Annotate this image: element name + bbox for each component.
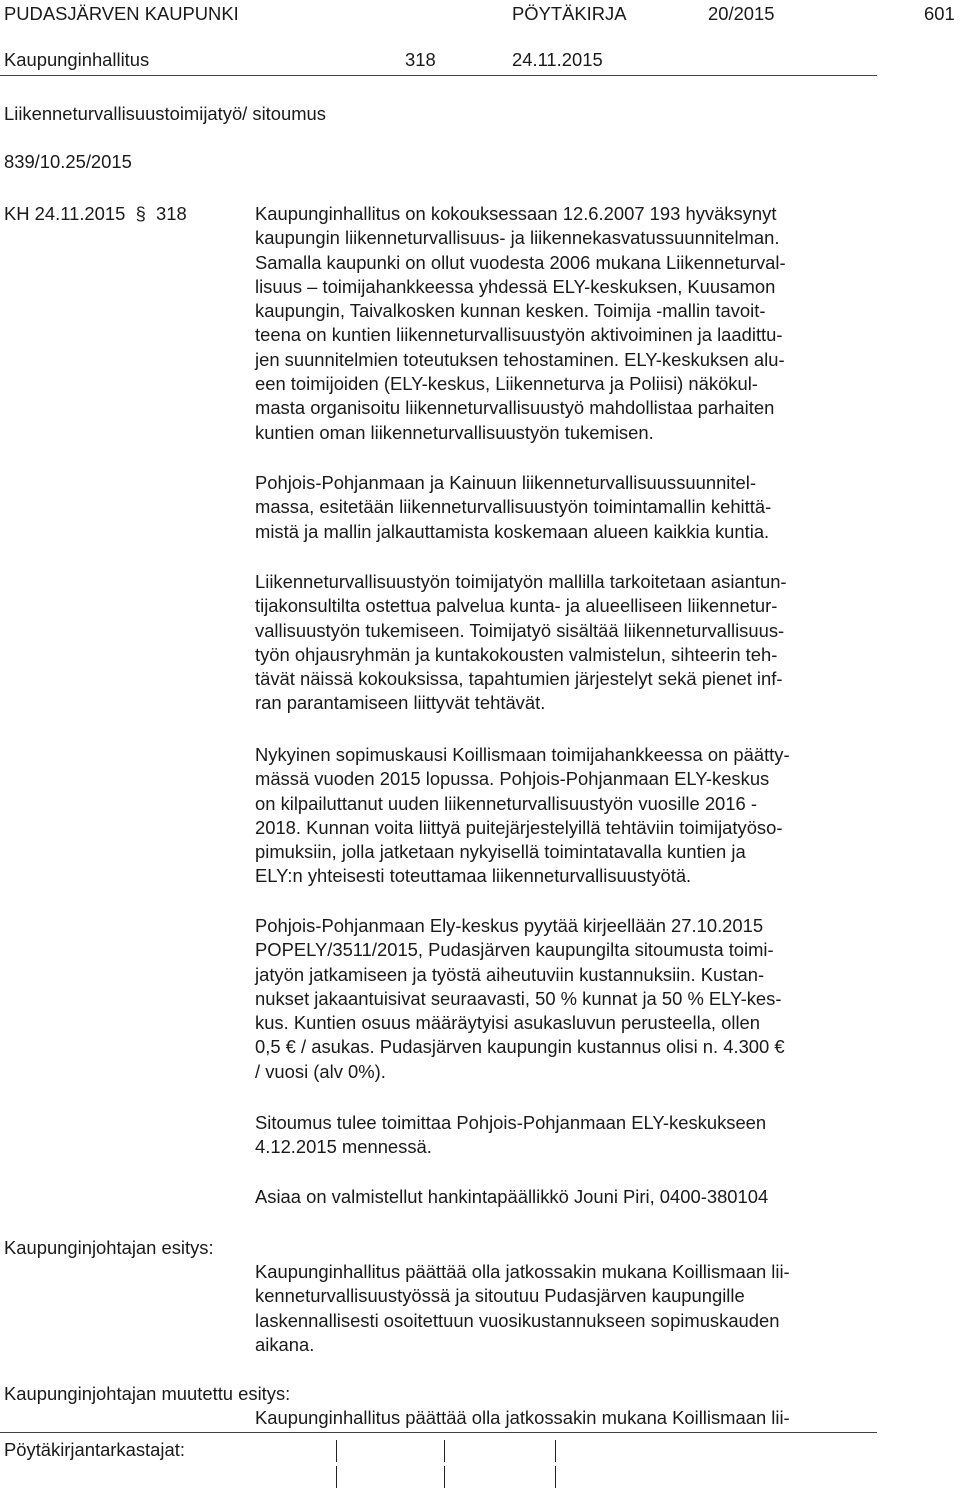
paragraph-line: een toimijoiden (ELY-keskus, Liikenneturva ja Poliisi) näkökul-: [255, 373, 758, 395]
footer-divider: [0, 1432, 877, 1433]
preparer-line: [255, 1185, 875, 1209]
paragraph-line: / vuosi (alv 0%).: [255, 1060, 386, 1082]
paragraph-line: tijakonsultilta ostettua palvelua kunta- ja alueelliseen liikennetur-: [255, 595, 778, 617]
section-number: 318: [405, 49, 436, 70]
paragraph-line: Liikenneturvallisuustyön toimijatyön mallilla tarkoitetaan asiantun-: [255, 571, 787, 592]
signature-field: [555, 1466, 556, 1488]
paragraph-6: [255, 1111, 875, 1160]
paragraph-line: kus. Kuntien osuus määräytyisi asukasluvun perusteella, ollen: [255, 1012, 760, 1034]
diary-number: 839/10.25/2015: [4, 151, 132, 172]
proposal-text: [255, 1260, 875, 1357]
signature-field: [444, 1466, 445, 1488]
paragraph-line: tävät näissä kokouksissa, tapahtumien järjestelyt sekä pienet inf-: [255, 668, 783, 690]
paragraph-line: jatyön jatkamiseen ja työstä aiheutuviin kustannuksiin. Kustan-: [255, 963, 765, 985]
paragraph-2: [255, 471, 875, 544]
item-title: Liikenneturvallisuustoimijatyö/ sitoumus: [4, 103, 326, 124]
paragraph-line: kenneturvallisuustyössä ja sitoutuu Pudasjärven kaupungille: [255, 1285, 745, 1307]
paragraph-1: [255, 202, 875, 445]
paragraph-line: Sitoumus tulee toimittaa Pohjois-Pohjanmaan ELY-keskukseen: [255, 1112, 767, 1133]
paragraph-line: ELY:n yhteisesti toteuttamaa liikenneturvallisuustyötä.: [255, 865, 692, 887]
paragraph-line: POPELY/3511/2015, Pudasjärven kaupungilta sitoumusta toimi-: [255, 939, 774, 961]
paragraph-line: nukset jakaantuisivat seuraavasti, 50 % kunnat ja 50 % ELY-kes-: [255, 987, 782, 1009]
paragraph-line: jen suunnitelmien toteutuksen tehostaminen. ELY-keskuksen alu-: [255, 348, 785, 370]
paragraph-line: kuntien oman liikenneturvallisuustyön tukemisen.: [255, 421, 654, 443]
signature-field: [336, 1466, 337, 1488]
paragraph-line: Kaupunginhallitus on kokouksessaan 12.6.2007 193 hyväksynyt: [255, 203, 777, 224]
paragraph-line: Asiaa on valmistellut hankintapäällikkö Jouni Piri, 0400-380104: [255, 1186, 769, 1207]
item-ref-date: KH 24.11.2015: [4, 203, 126, 224]
paragraph-line: 4.12.2015 mennessä.: [255, 1136, 432, 1158]
paragraph-line: 2018. Kunnan voita liittyä puitejärjestelyillä tehtäviin toimijatyöso-: [255, 816, 783, 838]
paragraph-line: mässä vuoden 2015 lopussa. Pohjois-Pohjanmaan ELY-keskus: [255, 768, 770, 790]
signature-field: [336, 1440, 337, 1462]
header-divider: [0, 75, 877, 76]
document-type: PÖYTÄKIRJA: [512, 3, 627, 24]
paragraph-line: ran parantamiseen liittyvät tehtävät.: [255, 692, 546, 714]
paragraph-line: kaupungin liikenneturvallisuus- ja liikennekasvatussuunnitelman.: [255, 227, 780, 249]
paragraph-line: kaupungin, Taivalkosken kunnan kesken. Toimija -mallin tavoit-: [255, 300, 766, 322]
paragraph-line: Kaupunginhallitus päättää olla jatkossakin mukana Koillismaan lii-: [255, 1261, 790, 1282]
reviewers-label: Pöytäkirjantarkastajat:: [4, 1439, 185, 1460]
paragraph-line: Nykyinen sopimuskausi Koillismaan toimijahankkeessa on päätty-: [255, 744, 790, 765]
section-sign-icon: §: [130, 203, 151, 224]
paragraph-4: [255, 743, 875, 889]
paragraph-line: pimuksiin, jolla jatketaan nykyisellä toimintatavalla kuntien ja: [255, 841, 746, 863]
paragraph-5: [255, 914, 875, 1084]
paragraph-line: Pohjois-Pohjanmaan Ely-keskus pyytää kirjeellään 27.10.2015: [255, 915, 764, 936]
paragraph-line: vallisuustyön tukemiseen. Toimijatyö sisältää liikenneturvallisuus-: [255, 619, 785, 641]
paragraph-line: teena on kuntien liikenneturvallisuustyön aktivoiminen ja laadittu-: [255, 324, 783, 346]
page-number: 601: [924, 3, 955, 24]
item-section: 318: [156, 203, 187, 224]
paragraph-line: masta organisoitu liikenneturvallisuustyö mahdollistaa parhaiten: [255, 397, 775, 419]
proposal-label: Kaupunginjohtajan esitys:: [4, 1237, 214, 1258]
meeting-body: Kaupunginhallitus: [4, 49, 150, 70]
paragraph-line: työn ohjausryhmän ja kuntakokousten valmistelun, sihteerin teh-: [255, 643, 778, 665]
meeting-date: 24.11.2015: [512, 49, 603, 70]
signature-field: [555, 1440, 556, 1462]
paragraph-line: Pohjois-Pohjanmaan ja Kainuun liikenneturvallisuussuunnitel-: [255, 472, 756, 493]
paragraph-line: aikana.: [255, 1333, 315, 1355]
paragraph-3: [255, 570, 875, 716]
document-number: 20/2015: [708, 3, 775, 24]
paragraph-line: mistä ja mallin jalkauttamista koskemaan alueen kaikkia kuntia.: [255, 520, 770, 542]
modified-proposal-label: Kaupunginjohtajan muutettu esitys:: [4, 1383, 291, 1404]
paragraph-line: laskennallisesti osoitettuun vuosikustannukseen sopimuskauden: [255, 1309, 780, 1331]
item-reference: [4, 202, 187, 226]
signature-field: [444, 1440, 445, 1462]
paragraph-line: Samalla kaupunki on ollut vuodesta 2006 mukana Liikenneturval-: [255, 251, 786, 273]
paragraph-line: massa, esitetään liikenneturvallisuustyön toimintamallin kehittä-: [255, 496, 772, 518]
paragraph-line: 0,5 € / asukas. Pudasjärven kaupungin kustannus olisi n. 4.300 €: [255, 1036, 785, 1058]
modified-proposal-text: Kaupunginhallitus päättää olla jatkossakin mukana Koillismaan lii-: [255, 1407, 790, 1428]
paragraph-line: on kilpailuttanut uuden liikenneturvallisuustyön vuosille 2016 -: [255, 792, 757, 814]
municipality-name: PUDASJÄRVEN KAUPUNKI: [4, 3, 239, 24]
paragraph-line: lisuus – toimijahankkeessa yhdessä ELY-keskuksen, Kuusamon: [255, 275, 776, 297]
